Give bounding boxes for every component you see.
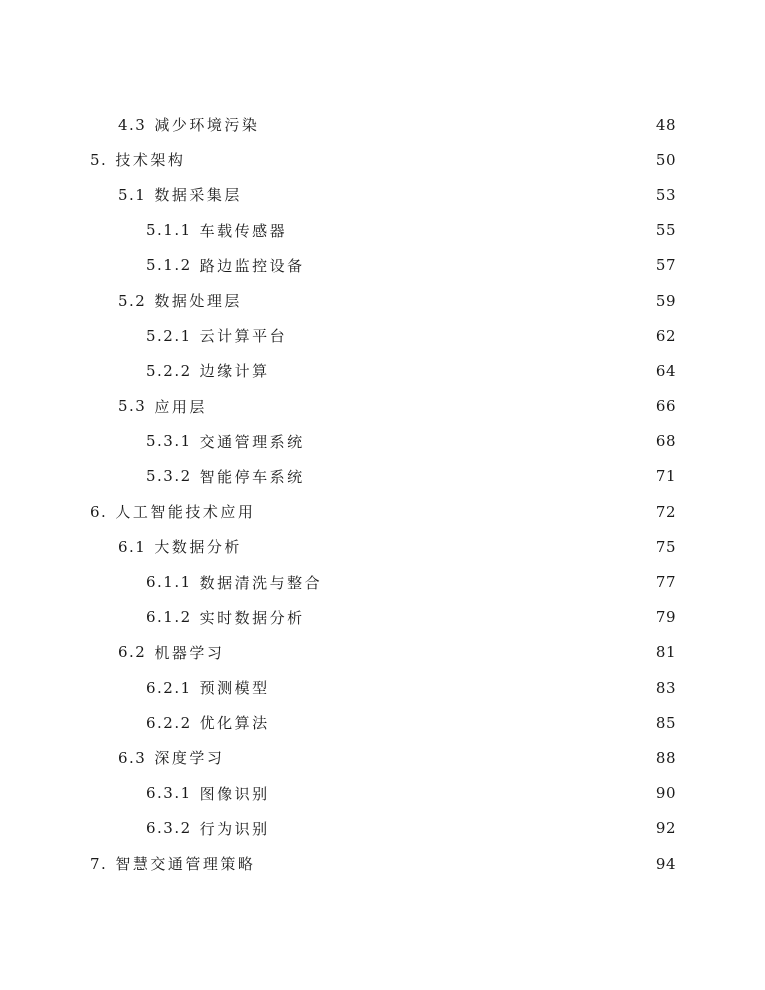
dot-leader — [246, 187, 650, 203]
toc-entry[interactable] — [0, 107, 765, 142]
toc-entry-page: 64 — [655, 361, 676, 380]
toc-entry-page: 53 — [655, 185, 676, 204]
dot-leader — [309, 257, 650, 273]
toc-entry-title: 大数据分析 — [154, 538, 242, 557]
toc-entry-title: 行为识别 — [199, 819, 270, 838]
toc-entry-title: 人工智能技术应用 — [115, 503, 256, 522]
toc-entry[interactable] — [0, 142, 765, 177]
toc-entry-number: 6.3.1 — [146, 784, 192, 803]
toc-entry-page: 83 — [655, 678, 676, 697]
toc-entry-page: 50 — [655, 150, 676, 169]
toc-entry-title: 预测模型 — [199, 679, 270, 698]
toc-entry-page: 81 — [655, 643, 676, 662]
toc-entry[interactable] — [0, 213, 765, 248]
toc-entry-number: 5.2.2 — [146, 361, 192, 380]
toc-entry-number: 6.1.1 — [146, 573, 192, 592]
toc-entry-title: 边缘计算 — [199, 362, 270, 381]
dot-leader — [326, 574, 650, 590]
toc-entry-page: 92 — [655, 819, 676, 838]
toc-entry-title: 数据采集层 — [154, 186, 242, 205]
toc-entry-title: 减少环境污染 — [154, 116, 260, 135]
toc-entry-page: 59 — [655, 291, 676, 310]
dot-leader — [259, 856, 650, 872]
toc-entry-number: 5. — [90, 150, 108, 169]
toc-entry[interactable] — [0, 389, 765, 424]
toc-entry-page: 66 — [655, 397, 676, 416]
toc-entry[interactable] — [0, 811, 765, 846]
toc-entry-number: 5.3.1 — [146, 432, 192, 451]
toc-entry-number: 5.1.1 — [146, 221, 192, 240]
toc-entry[interactable] — [0, 529, 765, 564]
toc-entry-page: 71 — [655, 467, 676, 486]
toc-entry-page: 72 — [655, 502, 676, 521]
table-of-contents — [0, 107, 765, 881]
toc-entry[interactable] — [0, 459, 765, 494]
toc-entry-title: 数据清洗与整合 — [199, 573, 323, 592]
dot-leader — [274, 820, 650, 836]
toc-entry-number: 5.1.2 — [146, 256, 192, 275]
toc-entry-number: 5.3 — [118, 397, 147, 416]
toc-entry[interactable] — [0, 600, 765, 635]
toc-entry-number: 6.3.2 — [146, 819, 192, 838]
toc-entry-title: 路边监控设备 — [199, 256, 305, 275]
toc-entry[interactable] — [0, 318, 765, 353]
dot-leader — [309, 609, 650, 625]
toc-entry-title: 深度学习 — [154, 749, 225, 768]
toc-entry-number: 5.2.1 — [146, 326, 192, 345]
toc-entry-number: 6.3 — [118, 748, 147, 767]
toc-entry[interactable] — [0, 248, 765, 283]
toc-entry[interactable] — [0, 776, 765, 811]
toc-entry-number: 6.2.2 — [146, 713, 192, 732]
dot-leader — [246, 293, 650, 309]
toc-entry-title: 云计算平台 — [199, 327, 288, 346]
toc-entry-number: 4.3 — [118, 115, 147, 134]
dot-leader — [263, 117, 650, 133]
toc-entry-number: 6.1.2 — [146, 608, 192, 627]
toc-entry-title: 实时数据分析 — [199, 608, 305, 627]
toc-entry-number: 6.1 — [118, 537, 147, 556]
toc-entry-page: 57 — [655, 256, 676, 275]
toc-entry[interactable] — [0, 635, 765, 670]
toc-entry-page: 79 — [655, 608, 676, 627]
dot-leader — [274, 785, 650, 801]
toc-entry-title: 车载传感器 — [199, 221, 288, 240]
toc-entry-number: 6.2.1 — [146, 678, 192, 697]
dot-leader — [274, 680, 650, 696]
dot-leader — [259, 504, 650, 520]
toc-entry-page: 55 — [655, 221, 676, 240]
toc-entry-title: 技术架构 — [115, 151, 186, 170]
toc-entry[interactable] — [0, 846, 765, 881]
toc-entry-number: 5.1 — [118, 185, 147, 204]
dot-leader — [274, 363, 650, 379]
dot-leader — [246, 539, 650, 555]
toc-entry-number: 5.3.2 — [146, 467, 192, 486]
toc-entry-number: 6. — [90, 502, 108, 521]
toc-entry-page: 85 — [655, 713, 676, 732]
dot-leader — [291, 328, 650, 344]
toc-entry-title: 应用层 — [154, 397, 207, 416]
toc-entry[interactable] — [0, 705, 765, 740]
toc-entry[interactable] — [0, 353, 765, 388]
toc-entry-number: 7. — [90, 854, 108, 873]
dot-leader — [211, 398, 650, 414]
toc-entry-page: 90 — [655, 784, 676, 803]
toc-entry[interactable] — [0, 670, 765, 705]
dot-leader — [309, 468, 650, 484]
toc-entry-title: 智能停车系统 — [199, 467, 305, 486]
toc-entry[interactable] — [0, 424, 765, 459]
toc-entry-page: 75 — [655, 537, 676, 556]
toc-entry-page: 94 — [655, 854, 676, 873]
toc-entry[interactable] — [0, 177, 765, 212]
dot-leader — [291, 222, 650, 238]
toc-entry-number: 6.2 — [118, 643, 147, 662]
toc-entry-page: 62 — [655, 326, 676, 345]
toc-entry[interactable] — [0, 740, 765, 775]
toc-entry-page: 88 — [655, 748, 676, 767]
toc-entry-number: 5.2 — [118, 291, 147, 310]
toc-entry-title: 图像识别 — [199, 784, 270, 803]
toc-entry-title: 机器学习 — [154, 643, 225, 662]
toc-entry-title: 优化算法 — [199, 714, 270, 733]
dot-leader — [309, 433, 650, 449]
toc-entry-title: 数据处理层 — [154, 292, 242, 311]
dot-leader — [274, 715, 650, 731]
dot-leader — [189, 152, 650, 168]
dot-leader — [228, 644, 650, 660]
toc-entry-page: 48 — [655, 115, 676, 134]
dot-leader — [228, 750, 650, 766]
toc-entry[interactable] — [0, 283, 765, 318]
toc-entry[interactable] — [0, 494, 765, 529]
toc-entry-page: 77 — [655, 573, 676, 592]
toc-entry-page: 68 — [655, 432, 676, 451]
toc-entry-title: 交通管理系统 — [199, 432, 305, 451]
toc-entry-title: 智慧交通管理策略 — [115, 855, 256, 874]
toc-entry[interactable] — [0, 564, 765, 599]
